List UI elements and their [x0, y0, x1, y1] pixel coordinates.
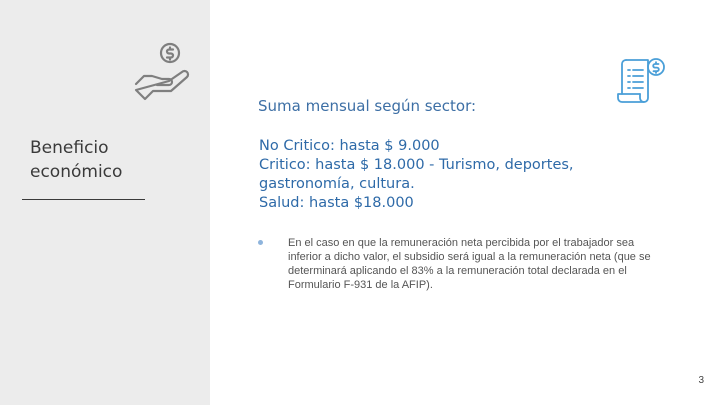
page-number: 3 [698, 375, 704, 386]
sector-subtitle: Suma mensual según sector: [258, 97, 477, 115]
tier-critico-continued: gastronomía, cultura. [259, 176, 415, 192]
title-divider [22, 199, 145, 200]
benefit-title-line1: Beneficio [30, 138, 109, 158]
left-panel [0, 0, 210, 405]
tier-no-critico: No Critico: hasta $ 9.000 [259, 138, 440, 154]
tier-critico: Critico: hasta $ 18.000 - Turismo, deportes, [259, 157, 574, 173]
tier-salud: Salud: hasta $18.000 [259, 195, 414, 211]
note-block [258, 236, 668, 292]
benefit-title [30, 136, 200, 184]
benefit-title-line2: económico [30, 162, 123, 182]
hand-money-icon [132, 40, 196, 104]
note-text: En el caso en que la remuneración neta percibida por el trabajador sea inferior a dicho valor, el subsidio será igual a la remuneración neta (que se determinará aplicando el 83% a la remuneración total declarada en el Formulario F-931 de la AFIP). [288, 237, 651, 291]
bullet-icon [258, 240, 263, 245]
tiers-list [259, 137, 659, 213]
